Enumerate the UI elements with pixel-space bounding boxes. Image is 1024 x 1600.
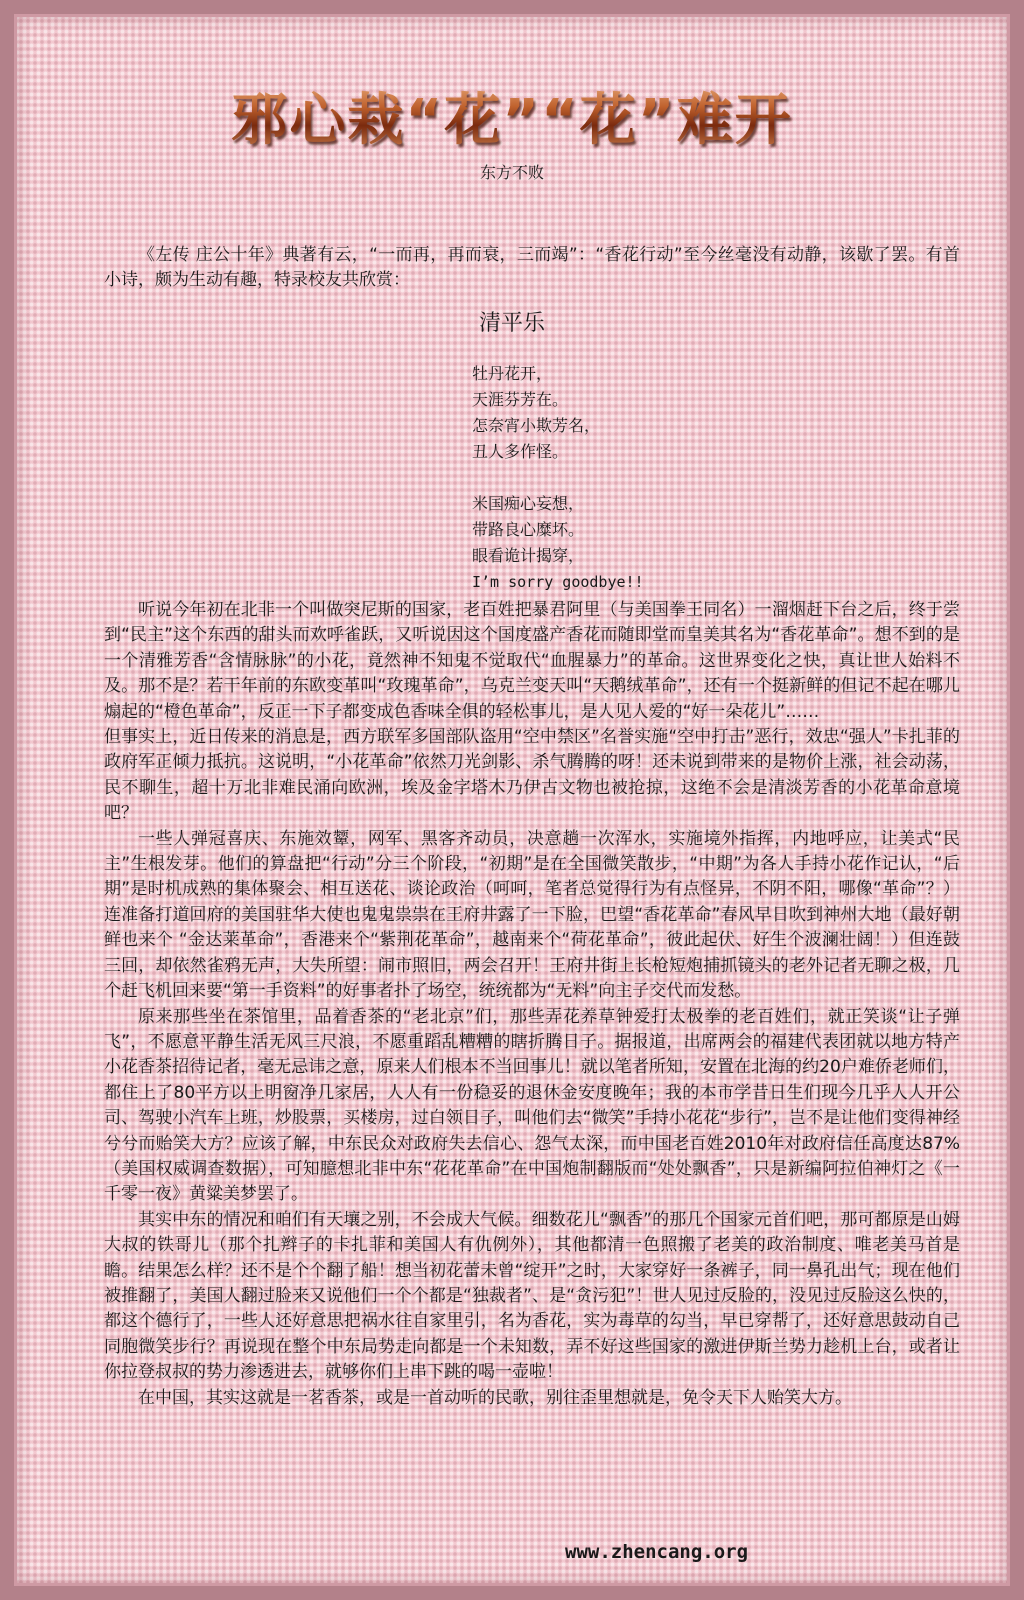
- body-paragraph-1: 听说今年初在北非一个叫做突尼斯的国家，老百姓把暴君阿里（与美国拳王同名）一溜烟赶下台之后，终于尝到“民主”这个东西的甜头而欢呼雀跃，又听说因这个国度盛产香花而随即堂而皇美其名为“香花革命”。想不到的是一个清雅芳香“含情脉脉”的小花，竟然神不知鬼不觉取代“血腥暴力”的革命。这世界变化之快，真让世人始料不及。那不是？若干年前的东欧变革叫“玫瑰革命”，乌克兰变天叫“天鹅绒革命”，还有一个挺新鲜的但记不起在哪儿煽起的“橙色革命”，反正一下子都变成色香味全俱的轻松事儿，是人见人爱的“好一朵花儿”……: [104, 600, 960, 722]
- intro-section: [104, 243, 960, 294]
- poem-line: 牡丹花开，: [472, 364, 553, 383]
- body-paragraph-5: 其实中东的情况和咱们有天壤之别，不会成大气候。细数花儿“飘香”的那几个国家元首们吧，那可都原是山姆大叔的铁哥儿（那个扎辫子的卡扎菲和美国人有仇例外），其他都清一色照搬了老美的政治制度、唯老美马首是瞻。结果怎么样？还不是个个翻了船！想当初花蕾未曾“绽开”之时，大家穿好一条裤子，同一鼻孔出气；现在他们被推翻了，美国人翻过脸来又说他们一个个都是“独裁者”、是“贪污犯”！世人见过反脸的，没见过反脸这么快的，都这个德行了，一些人还好意思把祸水往自家里引，名为香花，实为毒草的勾当，早已穿帮了，还好意思鼓动自己同胞微笑步行？再说现在整个中东局势走向都是一个未知数，弄不好这些国家的激进伊斯兰势力趁机上台，或者让你拉登叔叔的势力渗透进去，就够你们上串下跳的喝一壶啦！: [104, 1209, 960, 1383]
- poem-line: I’m sorry goodbye!!: [472, 573, 644, 591]
- poem-stanza-1: [472, 361, 644, 465]
- poem-stanza-2: [472, 491, 644, 595]
- article-title: 邪心栽“花”“花”难开: [14, 76, 1010, 156]
- poem-title: 清平乐: [478, 311, 545, 336]
- poem-line: 天涯芬芳在。: [472, 390, 569, 409]
- article-author: 东方不败: [479, 163, 544, 182]
- article-body: [104, 598, 960, 1411]
- body-paragraph-4: 原来那些坐在茶馆里，品着香茶的“老北京”们，那些弄花养草钟爱打太极拳的老百姓们，就正笑谈“让子弹飞”，不愿意平静生活无风三尺浪，不愿重蹈乱糟糟的瞎折腾日子。据报道，出席两会的福建代表团就以地方特产小花香茶招待记者，毫无忌讳之意，原来人们根本不当回事儿！就以笔者所知，安置在北海的约20户难侨老师们，都住上了80平方以上明窗净几家居，人人有一份稳妥的退休金安度晚年；我的本市学昔日生们现今几乎人人开公司、驾驶小汽车上班，炒股票，买楼房，过白领日子，叫他们去“微笑”手持小花花“步行”，岂不是让他们变得神经兮兮而贻笑大方？应该了解，中东民众对政府失去信心、怨气太深，而中国老百姓2010年对政府信任高度达87%（美国权威调查数据），可知臆想北非中东“花花革命”在中国炮制翻版而“处处飘香”，只是新编阿拉伯神灯之《一千零一夜》黄粱美梦罢了。: [104, 1006, 960, 1205]
- body-paragraph-2: 但事实上，近日传来的消息是，西方联军多国部队盗用“空中禁区”名誉实施“空中打击”恶行，效忠“强人”卡扎菲的政府军正倾力抵抗。这说明，“小花革命”依然刀光剑影、杀气腾腾的呀！还未说到带来的是物价上涨，社会动荡，民不聊生，超十万北非难民涌向欧洲，埃及金字塔木乃伊古文物也被抢掠，这绝不会是清淡芳香的小花革命意境吧？: [104, 727, 960, 824]
- poem-line: 带路良心糜坏。: [472, 520, 585, 539]
- poem-line: 米国痴心妄想，: [472, 494, 585, 513]
- intro-paragraph: 《左传 庄公十年》典著有云，“一而再，再而衰，三而竭”：“香花行动”至今丝毫没有动静，该歇了罢。有首小诗，颇为生动有趣，特录校友共欣赏：: [104, 245, 960, 291]
- poem-line: 怎奈宵小欺芳名，: [472, 416, 601, 435]
- footer-site-url[interactable]: www.zhencang.org: [565, 1541, 749, 1563]
- body-paragraph-6: 在中国，其实这就是一茗香茶，或是一首动听的民歌，别往歪里想就是，免令天下人贻笑大方。: [138, 1387, 852, 1408]
- body-paragraph-3: 一些人弹冠喜庆、东施效颦，网军、黑客齐动员，决意趟一次浑水，实施境外指挥，内地呼应，让美式“民主”生根发芽。他们的算盘把“行动”分三个阶段，“初期”是在全国微笑散步，“中期”为各人手持小花作记认，“后期”是时机成熟的集体聚会、相互送花、谈论政治（呵呵，笔者总觉得行为有点怪异，不阴不阳，哪像“革命”？）连准备打道回府的美国驻华大使也鬼鬼祟祟在王府井露了一下脸，巴望“香花革命”春风早日吹到神州大地（最好朝鲜也来个 “金达莱革命”，香港来个“紫荆花革命”，越南来个“荷花革命”，彼此起伏、好生个波澜壮阔！）但连鼓三回，却依然雀鸦无声，大失所望：闹市照旧，两会召开！王府井街上长枪短炮捕抓镜头的老外记者无聊之极，几个赶飞机回来要“第一手资料”的好事者扑了场空，统统都为“无料”向主子交代而发愁。: [104, 828, 960, 1002]
- poem: [472, 361, 644, 595]
- poem-line: 眼看诡计揭穿，: [472, 546, 585, 565]
- poem-line: 丑人多作怪。: [472, 442, 569, 461]
